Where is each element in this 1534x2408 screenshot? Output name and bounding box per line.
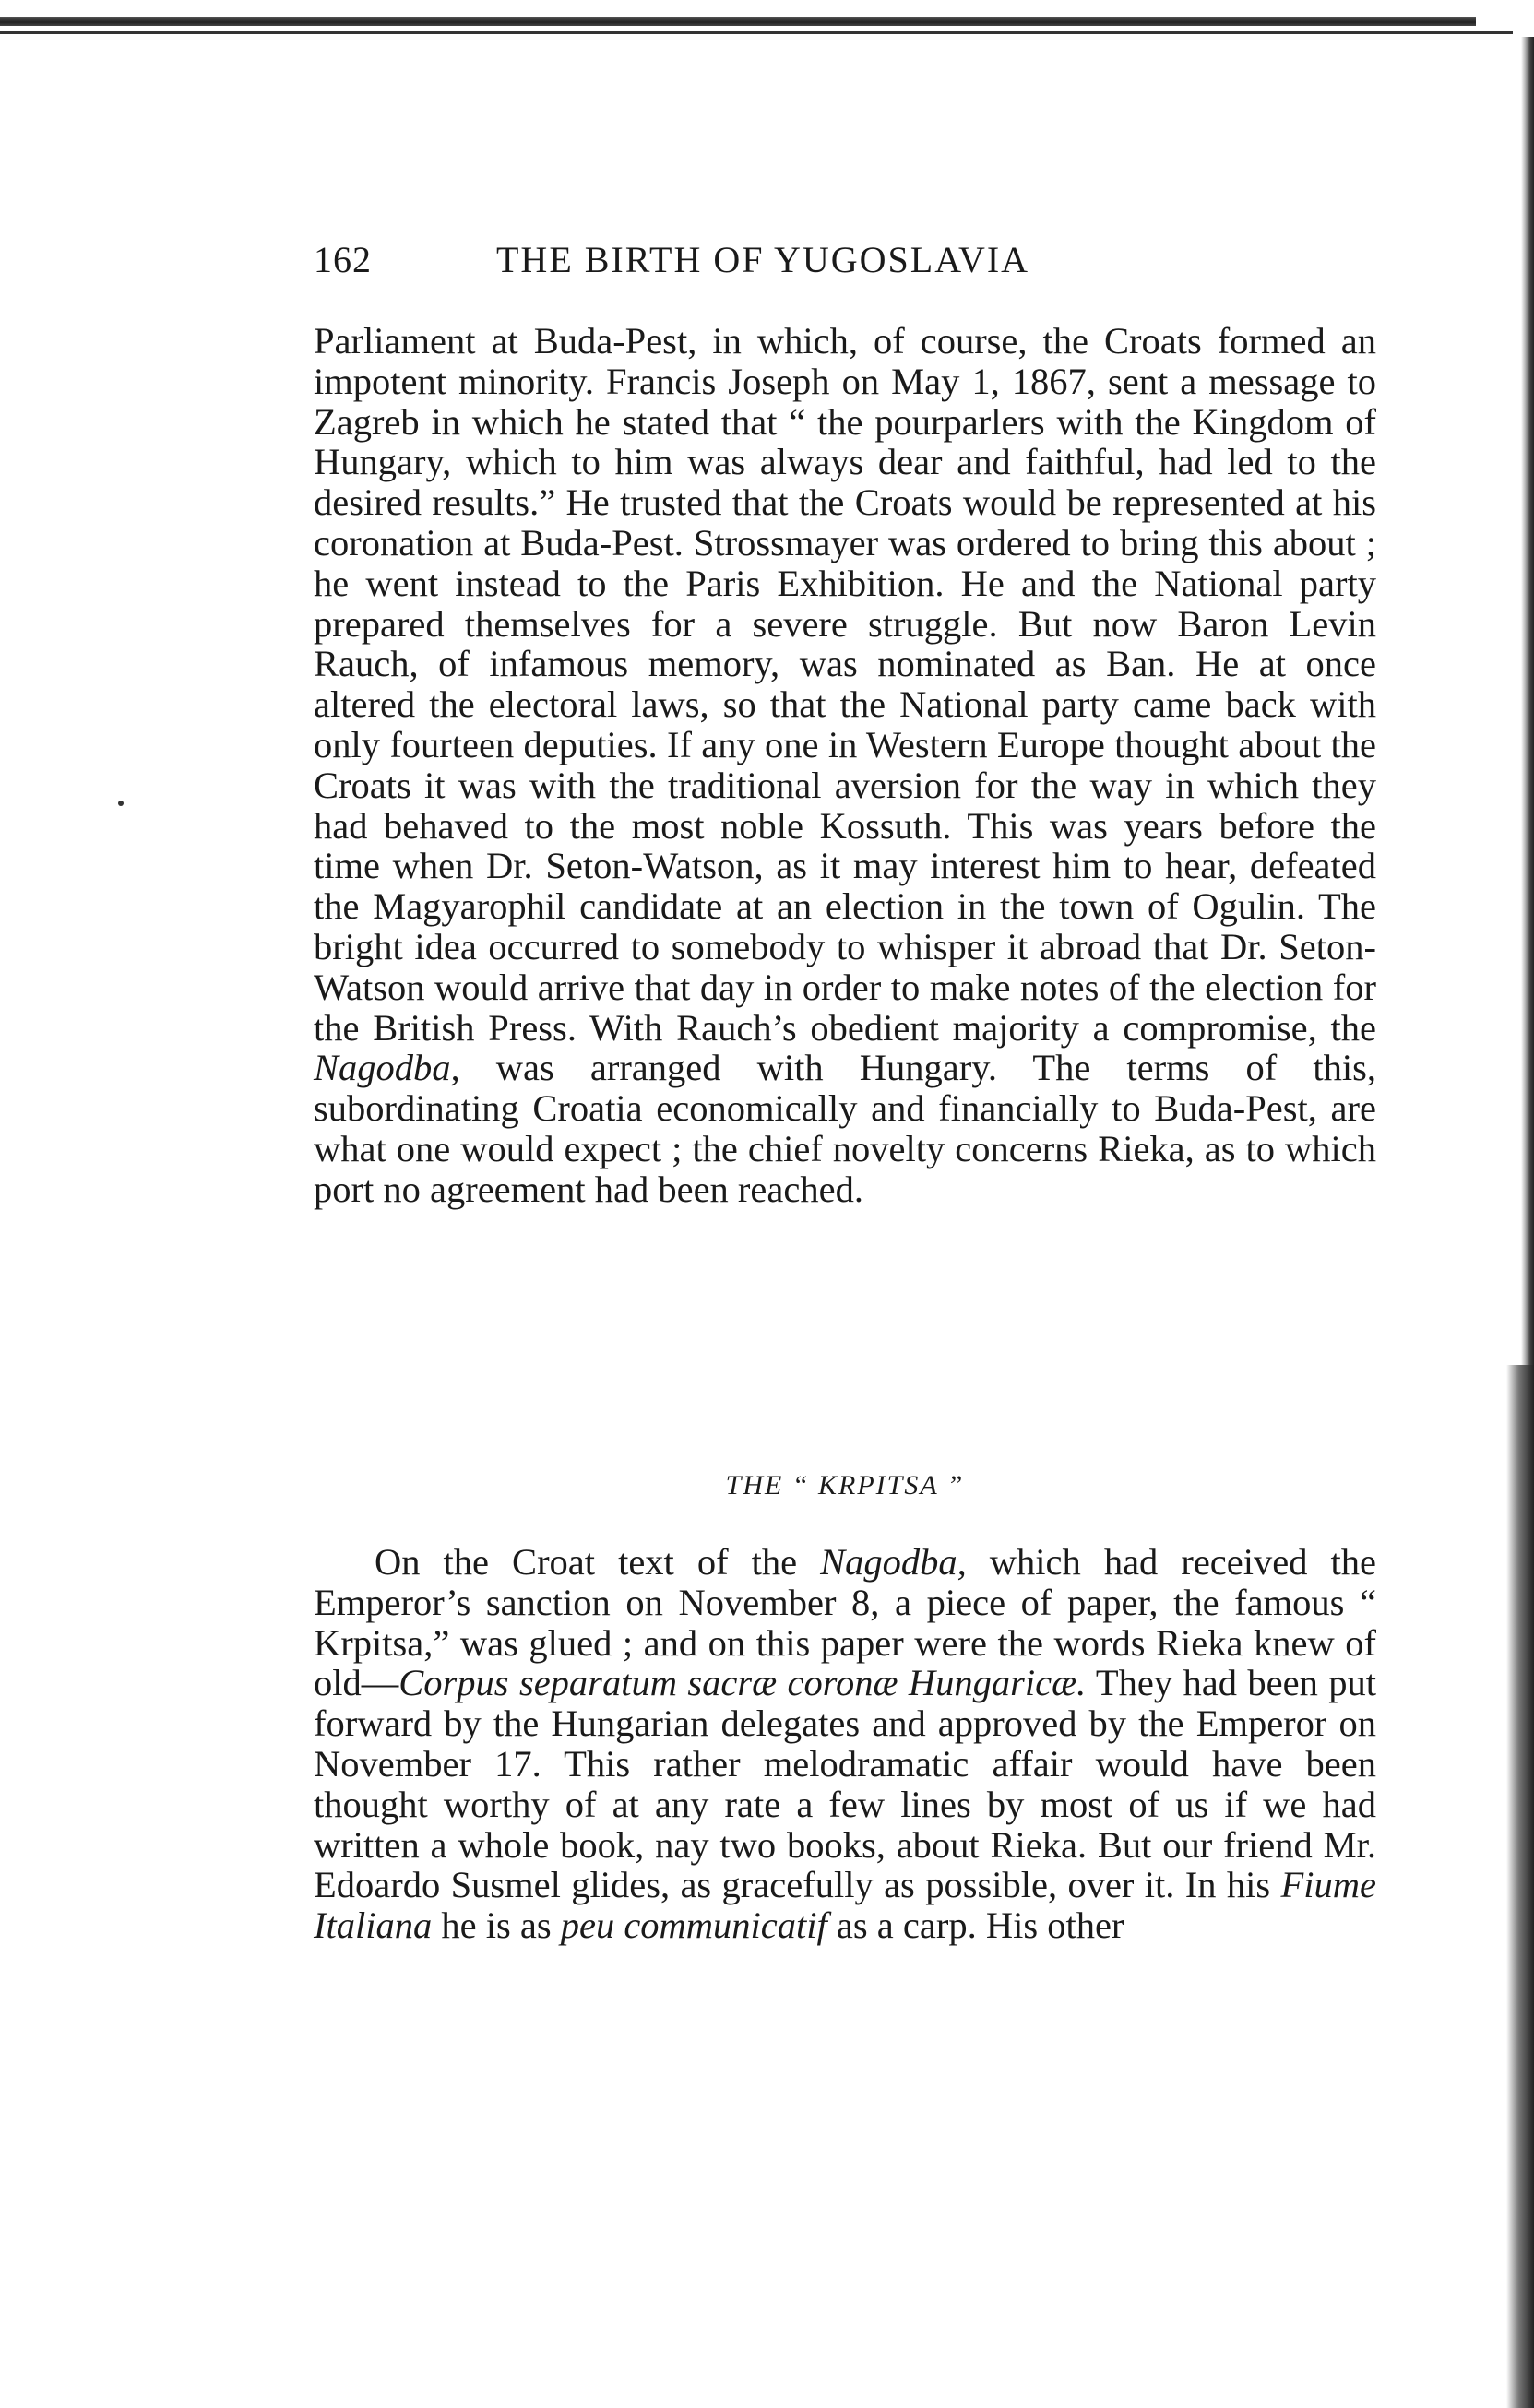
paragraph-2-italic-nagodba: Nagodba, [820, 1541, 967, 1583]
paragraph-2-text [314, 1542, 1376, 1946]
paragraph-1-italic-nagodba: Nagodba, [314, 1047, 460, 1089]
section-heading: THE “ KRPITSA ” [725, 1470, 965, 1501]
paragraph-1-text [314, 321, 1376, 1210]
paragraph-2-run-2: which had received the Emperor’s sanction on November 8, a piece of paper, the famous “ Krpitsa,” was glued ; and on this paper were the words Rieka knew of old— [314, 1541, 1376, 1704]
paragraph-2-run-1: On the Croat text of the [375, 1541, 821, 1583]
top-edge-line [0, 31, 1513, 34]
paragraph-2-run-3: They had been put forward by the Hungarian delegates and approved by the Emperor on November 17. This rather melodramatic affair would have been thought worthy of at any rate a few lines by most of us if we had written a whole book, nay two books, about Rieka. But our friend Mr. Edoardo Susmel glides, as gracefully as possible, over it. In his [314, 1662, 1376, 1906]
paragraph-2-run-5: as a carp. His other [826, 1904, 1124, 1947]
paragraph-1-end: was arranged with Hungary. The terms of this, subordinating Croatia economically and financially to Buda-Pest, are what one would expect ; the chief novelty concerns Rieka, as to which port no agreement had been reached. [314, 1047, 1376, 1210]
paragraph-2-run-4: he is as [432, 1904, 561, 1947]
paragraph-2 [314, 1542, 1376, 1946]
paragraph-2-italic-corpus: Corpus separatum sacræ coronæ Hungaricæ. [398, 1662, 1087, 1704]
paragraph-1 [314, 321, 1376, 1210]
running-head: THE BIRTH OF YUGOSLAVIA [496, 239, 1030, 280]
paragraph-1-main: Parliament at Buda-Pest, in which, of course, the Croats formed an impotent minority. Francis Joseph on May 1, 1867, sent a message to Zagreb in which he stated that “ the pourparlers with the Kingdom of Hungary, which to him was always dear and faithful, had led to the desired results.” He trusted that the Croats would be represented at his coronation at Buda-Pest. Strossmayer was ordered to bring this about ; he went instead to the Paris Exhibition. He and the National party prepared themselves for a severe struggle. But now Baron Levin Rauch, of infamous memory, was nominated as Ban. He at once altered the electoral laws, so that the National party came back with only fourteen deputies. If any one in Western Europe thought about the Croats it was with the traditional aversion for the way in which they had behaved to the most noble Kossuth. This was years before the time when Dr. Seton-Watson, as it may interest him to hear, defeated the Magyarophil candidate at an election in the town of Ogulin. The bright idea occurred to somebody to whisper it abroad that Dr. Seton-Watson would arrive that day in order to make notes of the election for the British Press. With Rauch’s obedient majority a compromise, the [314, 320, 1376, 1049]
page-number: 162 [314, 239, 372, 280]
page-header [314, 238, 1376, 293]
top-edge-shadow [0, 17, 1476, 26]
paragraph-2-italic-peu: peu communicatif [560, 1904, 827, 1947]
right-edge-dark-shadow [1506, 1365, 1534, 2408]
margin-mark [118, 801, 124, 806]
paragraph-2-italic-fiume: Fiume Italiana [314, 1864, 1376, 1947]
